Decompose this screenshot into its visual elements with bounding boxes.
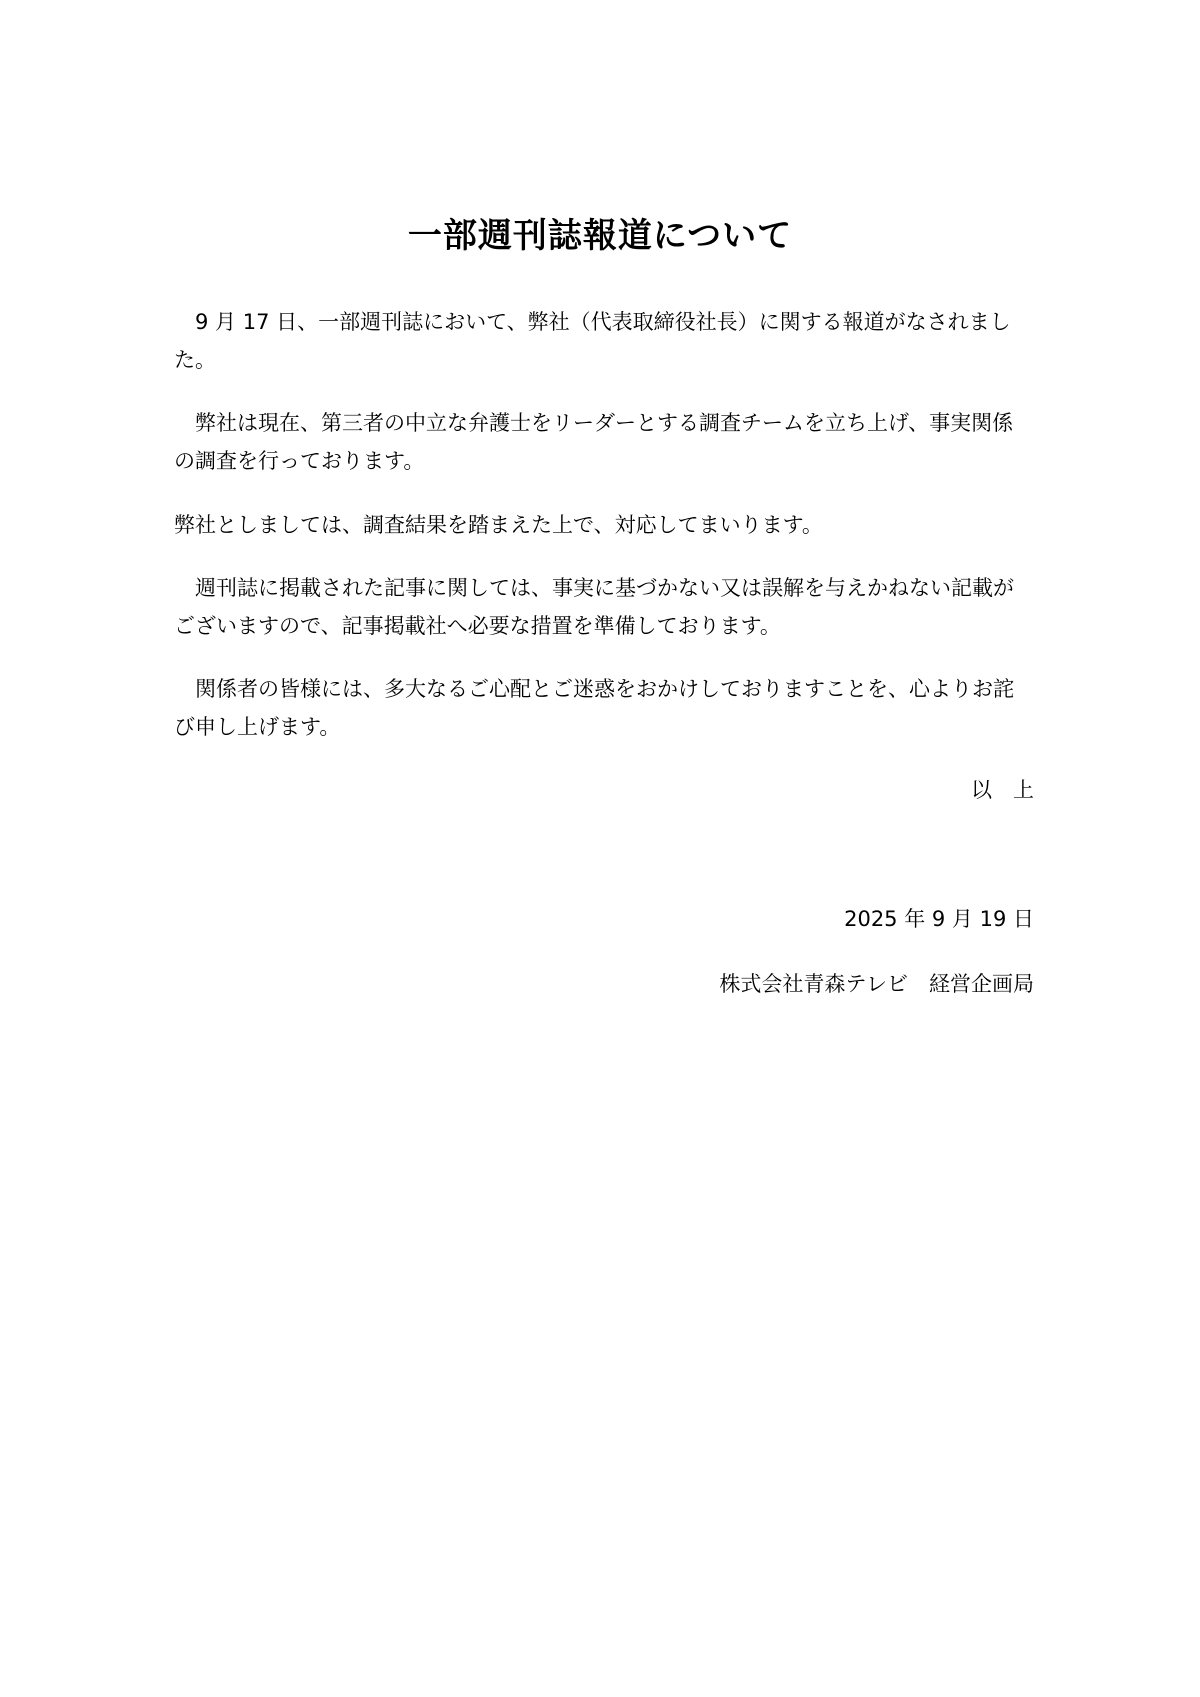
paragraph-report-notice: 9 月 17 日、一部週刊誌において、弊社（代表取締役社長）に関する報道がなされました。 — [174, 310, 1011, 372]
paragraph-article-measures: 週刊誌に掲載された記事に関しては、事実に基づかない又は誤解を与えかねない記載がございますので、記事掲載社へ必要な措置を準備しております。 — [174, 576, 1014, 638]
closing-mark: 以 上 — [971, 778, 1034, 802]
paragraph-response-policy: 弊社としましては、調査結果を踏まえた上で、対応してまいります。 — [174, 513, 823, 537]
issuer-name: 株式会社青森テレビ 経営企画局 — [719, 972, 1034, 996]
issue-date: 2025 年 9 月 19 日 — [844, 907, 1034, 931]
document-title: 一部週刊誌報道について — [407, 216, 793, 256]
paragraph-apology: 関係者の皆様には、多大なるご心配とご迷惑をおかけしておりますことを、心よりお詫び申し上げます。 — [174, 677, 1014, 739]
paragraph-investigation: 弊社は現在、第三者の中立な弁護士をリーダーとする調査チームを立ち上げ、事実関係の調査を行っております。 — [174, 411, 1014, 473]
